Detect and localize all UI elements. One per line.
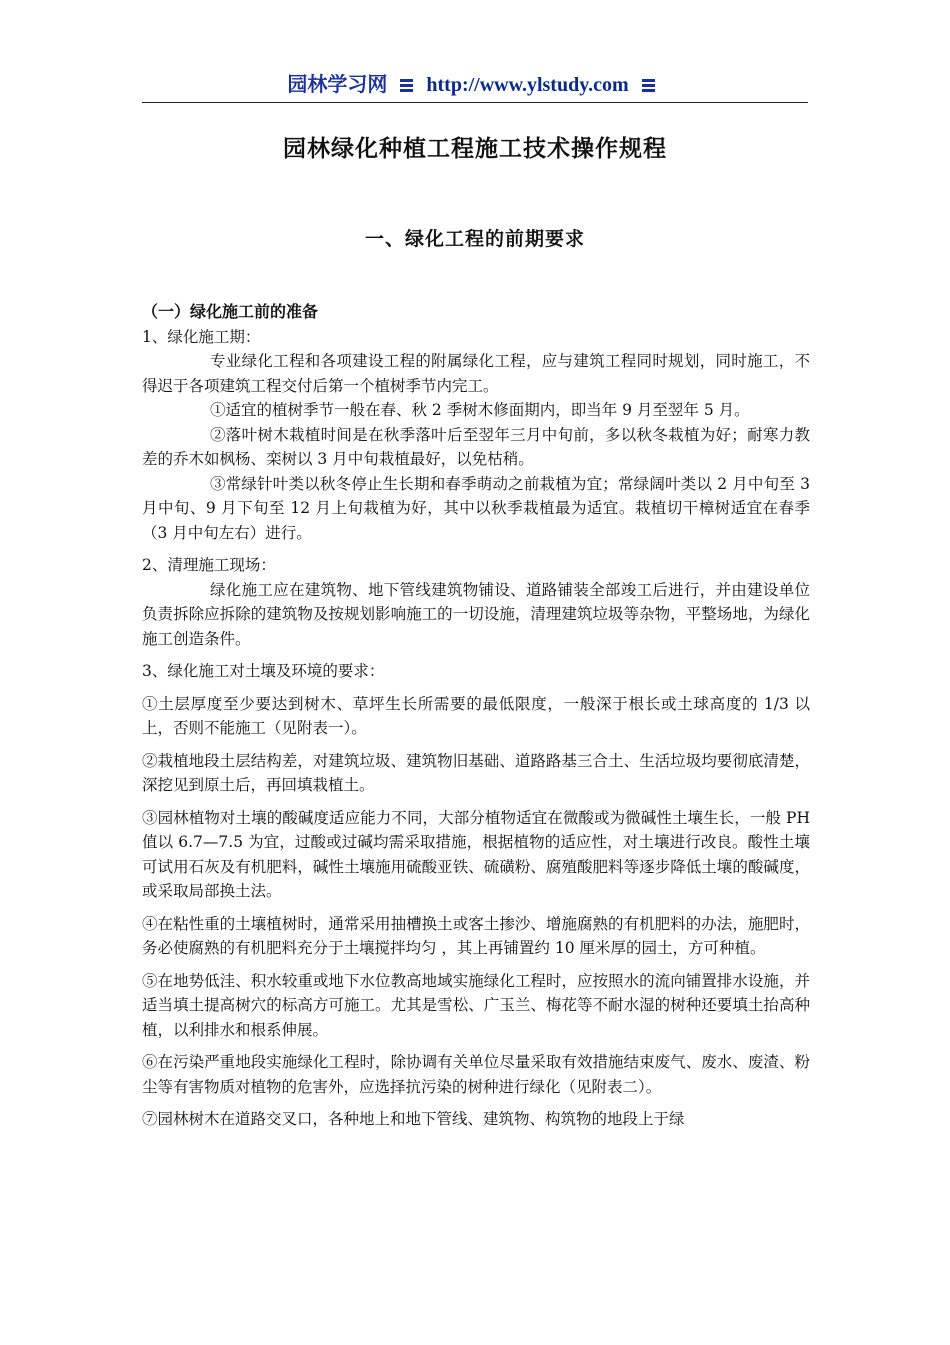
section-title: 一、绿化工程的前期要求 xyxy=(364,228,585,250)
separator-icon xyxy=(642,79,655,92)
paragraph: ①适宜的植树季节一般在春、秋 2 季树木修面期内，即当年 9 月至翌年 5 月。 xyxy=(210,401,750,419)
paragraph: ⑥在污染严重地段实施绿化工程时，除协调有关单位尽量采取有效措施结束废气、废水、废渣、粉尘等有害物质对植物的危害外，应选择抗污染的树种进行绿化（见附表二）。 xyxy=(142,1053,810,1096)
paragraph: ⑦园林树木在道路交叉口，各种地上和地下管线、建筑物、构筑物的地段上于绿 xyxy=(142,1110,685,1128)
paragraph: ③常绿针叶类以秋冬停止生长期和春季萌动之前栽植为宜；常绿阔叶类以 2 月中旬至 3 月中旬、9 月下旬至 12 月上旬栽植为好，其中以秋季栽植最为适宜。栽植切干樟树适宜在春季（3 月中旬左右）进行。 xyxy=(142,474,810,542)
document-title: 园林绿化种植工程施工技术操作规程 xyxy=(283,136,667,162)
site-name: 园林学习网 xyxy=(287,74,388,96)
paragraph: ①土层厚度至少要达到树木、草坪生长所需要的最低限度，一般深于根长或土球高度的 1/3 以上，否则不能施工（见附表一）。 xyxy=(142,694,810,737)
paragraph: 专业绿化工程和各项建设工程的附属绿化工程，应与建筑工程同时规划，同时施工，不得迟于各项建筑工程交付后第一个植树季节内完工。 xyxy=(142,352,810,395)
document-body xyxy=(142,300,810,1132)
item-title: 1、绿化施工期： xyxy=(142,327,261,346)
separator-icon xyxy=(400,79,413,92)
paragraph: 绿化施工应在建筑物、地下管线建筑物铺设、道路铺装全部竣工后进行，并由建设单位负责拆除应拆除的建筑物及按规划影响施工的一切设施，清理建筑垃圾等杂物，平整场地，为绿化施工创造条件。 xyxy=(142,580,810,648)
paragraph: ③园林植物对土壤的酸碱度适应能力不同，大部分植物适宜在微酸或为微碱性土壤生长，一般 PH 值以 6.7—7.5 为宜，过酸或过碱均需采取措施，根据植物的适应性，对土壤进行改良。酸性土壤可试用石灰及有机肥料，碱性土壤施用硫酸亚铁、硫磺粉、腐殖酸肥料等逐步降低土壤的酸碱度，或采取局部换土法。 xyxy=(142,808,810,900)
paragraph: ⑤在地势低洼、积水较重或地下水位教高地域实施绿化工程时，应按照水的流向铺置排水设施，并适当填土提高树穴的标高方可施工。尤其是雪松、广玉兰、梅花等不耐水湿的树种还要填土抬高种植，以利排水和根系伸展。 xyxy=(142,971,810,1039)
paragraph: ②落叶树木栽植时间是在秋季落叶后至翌年三月中旬前，多以秋冬栽植为好；耐寒力教差的乔木如枫杨、栾树以 3 月中旬栽植最好，以免枯稍。 xyxy=(142,425,810,468)
paragraph: ④在粘性重的土壤植树时，通常采用抽槽换土或客土掺沙、增施腐熟的有机肥料的办法，施肥时，务必使腐熟的有机肥料充分于土壤搅拌均匀 ，其上再铺置约 10 厘米厚的园土，方可种植。 xyxy=(142,914,810,957)
page-header xyxy=(142,70,808,103)
paragraph: ②栽植地段土层结构差，对建筑垃圾、建筑物旧基础、道路路基三合土、生活垃圾均要彻底清楚，深挖见到原土后，再回填栽植土。 xyxy=(142,751,810,794)
item-title: 2、清理施工现场： xyxy=(142,556,276,574)
site-url-link[interactable]: http://www.ylstudy.com xyxy=(426,74,629,96)
subsection-title: （一）绿化施工前的准备 xyxy=(142,302,319,321)
item-title: 3、绿化施工对土壤及环境的要求： xyxy=(142,662,385,680)
